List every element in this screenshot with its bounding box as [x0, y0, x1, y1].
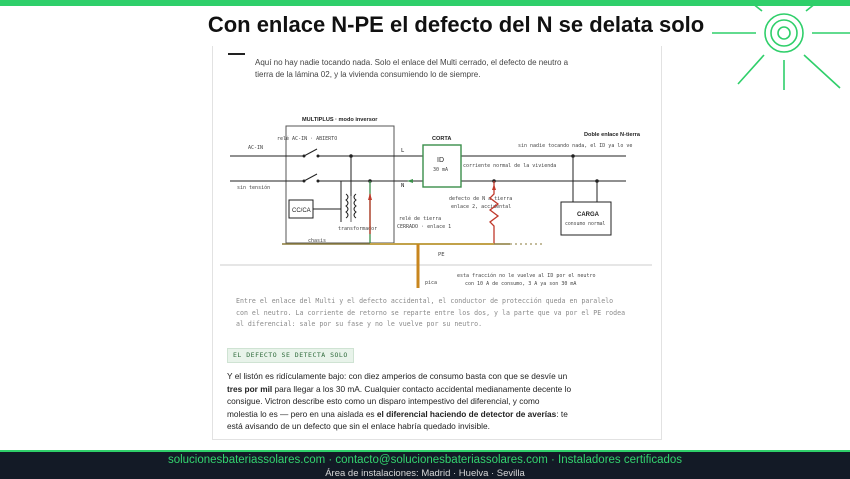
intro-dash — [228, 53, 245, 55]
footer-contact-line: solucionesbateriassolares.com · contacto@solucionesbateriassolares.com · Instaladores certificados — [167, 454, 683, 466]
consumo-label: consumo normal — [565, 222, 606, 227]
body-text-2: para llegar a los 30 mA. Cualquier contacto accidental medianamente decente lo consigue. Victron describe esto como un disparo intempestivo del diferencial, y como molestia lo es — pero en una aislada es — [227, 383, 572, 419]
pica-label: pica — [425, 280, 438, 286]
rele-tierra-line1: relé de tierra — [399, 216, 442, 222]
pe-label: PE — [438, 252, 445, 258]
carga-label: CARGA — [577, 212, 599, 218]
multiplus-title: MULTIPLUS · modo inversor — [302, 117, 378, 123]
doble-enlace-label: Doble enlace N-tierra — [584, 132, 640, 138]
section-tag: EL DEFECTO SE DETECTA SOLO — [227, 348, 354, 363]
diagram-caption: Entre el enlace del Multi y el defecto accidental, el conductor de protección queda en paralelo con el neutro. La corriente de retorno se reparte entre los dos, y la parte que va por el PE rodea al diferencial: sale por su fase y no le vuelve por su neutro. — [236, 297, 626, 328]
corriente-normal: corriente normal de la vivienda — [463, 163, 557, 169]
body-bold-2: el diferencial haciendo de detector de averías — [376, 408, 557, 419]
id-box — [423, 145, 461, 187]
sin-tension-label: sin tensión — [237, 185, 271, 191]
body-text-3: : te está avisando de un defecto que sin el enlace habría quedado invisible. — [227, 408, 568, 432]
transformador-label: transformador — [338, 226, 378, 232]
chasis-label: chasis — [308, 238, 327, 244]
ccca-label: CC/CA — [292, 208, 311, 214]
relay-label: relé AC-IN · ABIERTO — [277, 136, 338, 142]
carga-box — [561, 202, 611, 235]
body-text-1: Y el listón es ridículamente bajo: con diez amperios de consumo basta con que se desvíe un — [227, 371, 568, 381]
footer — [0, 452, 850, 479]
n-label: N — [401, 183, 405, 189]
sun-icon — [712, 0, 850, 92]
defecto-line1: defecto de N a tierra — [449, 196, 513, 202]
circuit-diagram — [220, 94, 652, 294]
slide-title: Con enlace N-PE el defecto del N se delata solo — [207, 12, 705, 37]
id-label: ID — [437, 157, 444, 164]
id-rating: 30 mA — [433, 167, 449, 173]
fraccion-line1: esta fracción no le vuelve al ID por el neutro — [457, 273, 596, 279]
sin-nadie-label: sin nadie tocando nada, el ID ya lo ve — [518, 143, 633, 149]
body-bold-1: tres por mil — [227, 383, 273, 394]
body-paragraph — [227, 370, 572, 433]
footer-area-line: Área de instalaciones: Madrid · Huelva · Sevilla — [325, 468, 525, 479]
rele-tierra-line2: CERRADO · enlace 1 — [397, 224, 452, 230]
l-label: L — [401, 148, 405, 154]
defecto-line2: enlace 2, accidental — [451, 204, 512, 210]
fraccion-line2: con 10 A de consumo, 3 A ya son 30 mA — [465, 281, 577, 287]
ac-in-label: AC-IN — [248, 145, 264, 151]
intro-text: Aquí no hay nadie tocando nada. Solo el enlace del Multi cerrado, el defecto de neutro a tierra de la lámina 02, y la vivienda consumiendo lo de siempre. — [255, 58, 569, 79]
corta-label: CORTA — [432, 136, 452, 142]
